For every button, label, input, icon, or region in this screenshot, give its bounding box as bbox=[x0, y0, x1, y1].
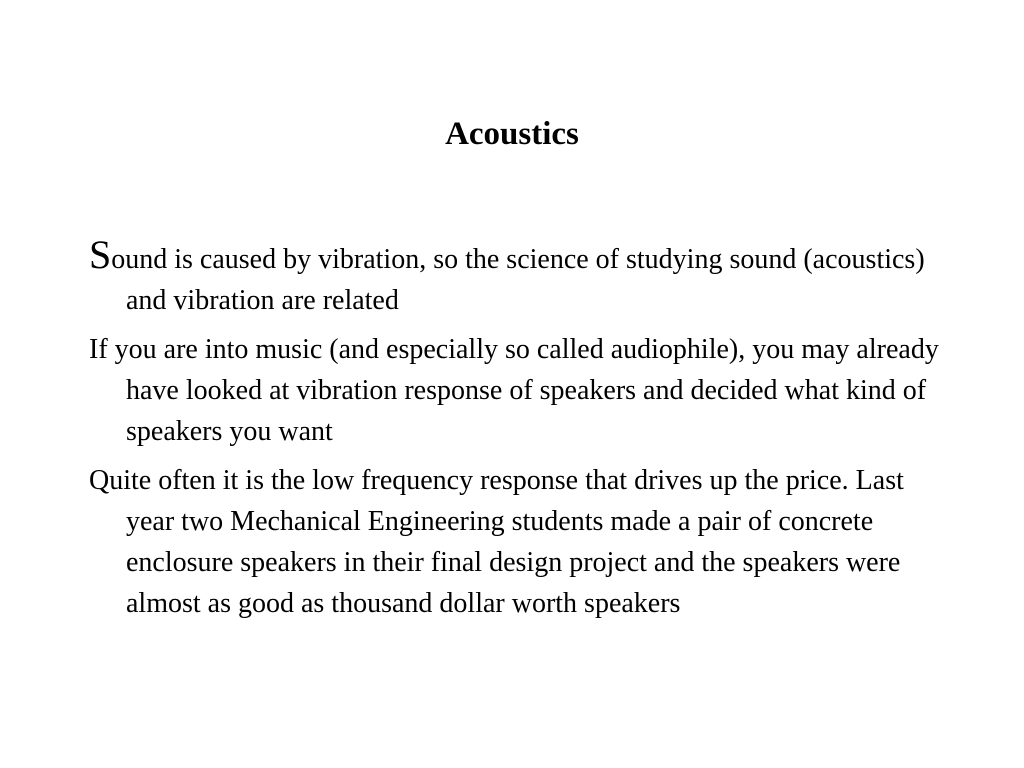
bullet-item-music-audiophile bbox=[89, 329, 949, 452]
drop-cap-letter: S bbox=[89, 232, 112, 277]
bullet-text: Quite often it is the low frequency response that drives up the price. Last year two Mechanical Engineering students made a pair of concrete enclosure speakers in their final design project and the speakers were almost as good as thousand dollar worth speakers bbox=[89, 465, 904, 619]
bullet-item-sound-vibration bbox=[89, 234, 949, 321]
bullet-list bbox=[89, 234, 949, 632]
bullet-text: ound is caused by vibration, so the science of studying sound (acoustics) and vibration are related bbox=[111, 244, 925, 316]
bullet-item-low-frequency bbox=[89, 460, 949, 624]
bullet-text: If you are into music (and especially so called audiophile), you may already have looked at vibration response of speakers and decided what kind of speakers you want bbox=[89, 334, 939, 447]
slide-title: Acoustics bbox=[445, 116, 579, 152]
